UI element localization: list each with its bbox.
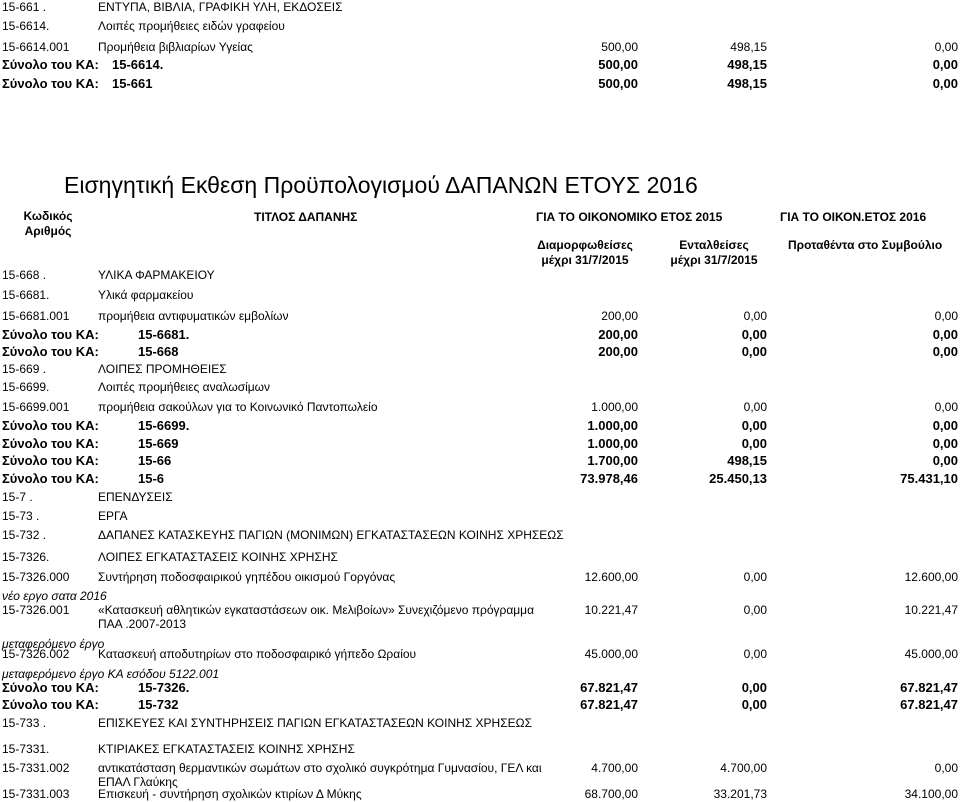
value-formed: 4.700,00 [591, 761, 638, 775]
total-label: Σύνολο του ΚΑ: [2, 453, 99, 468]
value-proposed: 0,00 [934, 761, 958, 775]
row-code: 15-7326.001 [2, 603, 70, 617]
header-formed-line2: μέχρι 31/7/2015 [541, 253, 629, 267]
row-code: 15-73 . [2, 509, 40, 523]
row-code: 15-733 . [2, 716, 47, 730]
total-code: 15-669 [138, 436, 179, 451]
row-note: μεταφερόμενο έργο ΚΑ εσόδου 5122.001 [2, 667, 220, 681]
total-label: Σύνολο του ΚΑ: [2, 344, 99, 359]
row-code: 15-7326.000 [2, 570, 70, 584]
row-code: 15-6614. [2, 19, 50, 33]
row-title: Λοιπές προμήθειες αναλωσίμων [98, 380, 271, 394]
value-committed: 0,00 [741, 697, 767, 712]
value-formed: 67.821,47 [580, 697, 638, 712]
value-committed: 25.450,13 [709, 471, 767, 486]
total-label: Σύνολο του ΚΑ: [2, 418, 99, 433]
total-label: Σύνολο του ΚΑ: [2, 327, 99, 342]
total-label: Σύνολο του ΚΑ: [2, 471, 99, 486]
value-proposed: 0,00 [932, 57, 958, 72]
value-committed: 0,00 [743, 647, 767, 661]
value-committed: 4.700,00 [720, 761, 767, 775]
value-committed: 498,15 [727, 76, 767, 91]
row-note: νέο εργο σατα 2016 [2, 589, 107, 603]
header-committed [654, 238, 774, 268]
row-title: ΚΤΙΡΙΑΚΕΣ ΕΓΚΑΤΑΣΤΑΣΕΙΣ ΚΟΙΝΗΣ ΧΡΗΣΗΣ [98, 742, 355, 756]
value-proposed: 0,00 [932, 436, 958, 451]
value-committed: 498,15 [730, 40, 767, 54]
row-title: προμήθεια αντιφυματικών εμβολίων [98, 309, 289, 323]
total-code: 15-6 [138, 471, 165, 486]
value-formed: 68.700,00 [584, 787, 638, 801]
value-committed: 0,00 [743, 570, 767, 584]
total-label: Σύνολο του ΚΑ: [2, 680, 99, 695]
row-title-continued: ΕΠΑΛ Γλαύκης [98, 775, 178, 789]
value-committed: 0,00 [741, 436, 767, 451]
row-title: Συντήρηση ποδοσφαιρικού γηπέδου οικισμού Γοργόνας [98, 570, 396, 584]
total-label: Σύνολο του ΚΑ: [2, 57, 99, 72]
header-code-line2: Αριθμός [24, 224, 72, 238]
header-year-2016: ΓΙΑ ΤΟ ΟΙΚΟΝ.ΕΤΟΣ 2016 [780, 210, 927, 224]
value-proposed: 0,00 [934, 309, 958, 323]
row-title: Κατασκευή αποδυτηρίων στο ποδοσφαιρικό γήπεδο Ωραίου [98, 647, 417, 661]
row-code: 15-661 . [2, 0, 47, 14]
value-formed: 200,00 [598, 344, 638, 359]
value-proposed: 0,00 [932, 453, 958, 468]
row-title: ΕΝΤΥΠΑ, ΒΙΒΛΙΑ, ΓΡΑΦΙΚΗ ΥΛΗ, ΕΚΔΟΣΕΙΣ [98, 0, 343, 14]
header-title: ΤΙΤΛΟΣ ΔΑΠΑΝΗΣ [254, 210, 358, 224]
value-proposed: 0,00 [932, 344, 958, 359]
value-formed: 1.000,00 [587, 418, 638, 433]
row-code: 15-7326.002 [2, 647, 70, 661]
row-title: ΕΡΓΑ [98, 509, 128, 523]
row-code: 15-6699. [2, 380, 50, 394]
header-proposed: Προταθέντα στο Συμβούλιο [788, 238, 943, 252]
value-committed: 0,00 [743, 400, 767, 414]
row-title: ΛΟΙΠΕΣ ΕΓΚΑΤΑΣΤΑΣΕΙΣ ΚΟΙΝΗΣ ΧΡΗΣΗΣ [98, 550, 338, 564]
header-formed [530, 238, 640, 268]
value-formed: 1.700,00 [587, 453, 638, 468]
value-committed: 33.201,73 [713, 787, 767, 801]
value-proposed: 45.000,00 [904, 647, 958, 661]
row-code: 15-668 . [2, 268, 47, 282]
value-committed: 0,00 [741, 680, 767, 695]
value-proposed: 0,00 [932, 327, 958, 342]
row-title-continued: ΠΑΑ .2007-2013 [98, 617, 187, 631]
total-code: 15-732 [138, 697, 179, 712]
row-code: 15-7331. [2, 742, 50, 756]
row-title: Υλικά φαρμακείου [98, 288, 194, 302]
value-formed: 200,00 [601, 309, 638, 323]
row-title: ΕΠΙΣΚΕΥΕΣ ΚΑΙ ΣΥΝΤΗΡΗΣΕΙΣ ΠΑΓΙΩΝ ΕΓΚΑΤΑΣΤΑΣΕΩΝ ΚΟΙΝΗΣ ΧΡΗΣΕΩΣ [98, 716, 533, 730]
value-formed: 67.821,47 [580, 680, 638, 695]
row-code: 15-732 . [2, 528, 47, 542]
row-code: 15-6681. [2, 288, 50, 302]
value-proposed: 0,00 [934, 40, 958, 54]
value-committed: 498,15 [727, 57, 767, 72]
value-formed: 45.000,00 [584, 647, 638, 661]
value-proposed: 0,00 [934, 400, 958, 414]
value-proposed: 67.821,47 [900, 680, 958, 695]
value-committed: 0,00 [741, 344, 767, 359]
value-proposed: 0,00 [932, 418, 958, 433]
value-formed: 10.221,47 [584, 603, 638, 617]
value-committed: 498,15 [727, 453, 767, 468]
row-code: 15-669 . [2, 362, 47, 376]
value-formed: 200,00 [598, 327, 638, 342]
value-proposed: 67.821,47 [900, 697, 958, 712]
row-title: Προμήθεια βιβλιαρίων Υγείας [98, 40, 253, 54]
value-proposed: 12.600,00 [904, 570, 958, 584]
row-title: ΔΑΠΑΝΕΣ ΚΑΤΑΣΚΕΥΗΣ ΠΑΓΙΩΝ (ΜΟΝΙΜΩΝ) ΕΓΚΑΤΑΣΤΑΣΕΩΝ ΚΟΙΝΗΣ ΧΡΗΣΕΩΣ [98, 528, 564, 542]
value-committed: 0,00 [743, 309, 767, 323]
value-proposed: 34.100,00 [904, 787, 958, 801]
total-label: Σύνολο του ΚΑ: [2, 436, 99, 451]
total-code: 15-668 [138, 344, 179, 359]
total-code: 15-6614. [112, 57, 164, 72]
header-code [18, 209, 78, 239]
header-committed-line1: Ενταλθείσες [679, 238, 749, 252]
total-label: Σύνολο του ΚΑ: [2, 697, 99, 712]
report-title: Εισηγητική Εκθεση Προϋπολογισμού ΔΑΠΑΝΩΝ ΕΤΟΥΣ 2016 [64, 172, 698, 198]
value-formed: 73.978,46 [580, 471, 638, 486]
total-code: 15-66 [138, 453, 172, 468]
row-title: «Κατασκευή αθλητικών εγκαταστάσεων οικ. Μελιβοίων» Συνεχιζόμενο πρόγραμμα [98, 603, 535, 617]
value-formed: 500,00 [598, 57, 638, 72]
row-title: προμήθεια σακούλων για το Κοινωνικό Παντοπωλείο [98, 400, 378, 414]
header-year-2015: ΓΙΑ ΤΟ ΟΙΚΟΝΟΜΙΚΟ ΕΤΟΣ 2015 [536, 210, 723, 224]
header-formed-line1: Διαμορφωθείσες [537, 238, 633, 252]
row-title: Επισκευή - συντήρηση σχολικών κτιρίων Δ Μύκης [98, 787, 362, 801]
row-code: 15-7331.003 [2, 787, 70, 801]
row-code: 15-6699.001 [2, 400, 70, 414]
total-code: 15-7326. [138, 680, 190, 695]
row-note: μεταφερόμενο έργο [2, 637, 105, 651]
value-committed: 0,00 [743, 603, 767, 617]
row-code: 15-7326. [2, 550, 50, 564]
total-code: 15-661 [112, 76, 153, 91]
total-code: 15-6681. [138, 327, 190, 342]
value-formed: 500,00 [601, 40, 638, 54]
row-code: 15-6681.001 [2, 309, 70, 323]
row-title: ΕΠΕΝΔΥΣΕΙΣ [98, 490, 173, 504]
value-formed: 1.000,00 [587, 436, 638, 451]
value-formed: 12.600,00 [584, 570, 638, 584]
header-code-line1: Κωδικός [23, 209, 73, 223]
value-formed: 1.000,00 [591, 400, 638, 414]
row-title: αντικατάσταση θερμαντικών σωμάτων στο σχολικό συγκρότημα Γυμνασίου, ΓΕΛ και [98, 761, 542, 775]
row-title: ΥΛΙΚΑ ΦΑΡΜΑΚΕΙΟΥ [98, 268, 215, 282]
total-code: 15-6699. [138, 418, 190, 433]
value-committed: 0,00 [741, 327, 767, 342]
value-proposed: 75.431,10 [900, 471, 958, 486]
row-code: 15-6614.001 [2, 40, 70, 54]
value-formed: 500,00 [598, 76, 638, 91]
value-committed: 0,00 [741, 418, 767, 433]
row-title: ΛΟΙΠΕΣ ΠΡΟΜΗΘΕΙΕΣ [98, 362, 227, 376]
value-proposed: 10.221,47 [904, 603, 958, 617]
row-code: 15-7 . [2, 490, 33, 504]
value-proposed: 0,00 [932, 76, 958, 91]
row-code: 15-7331.002 [2, 761, 70, 775]
total-label: Σύνολο του ΚΑ: [2, 76, 99, 91]
row-title: Λοιπές προμήθειες ειδών γραφείου [98, 19, 285, 33]
header-committed-line2: μέχρι 31/7/2015 [670, 253, 758, 267]
